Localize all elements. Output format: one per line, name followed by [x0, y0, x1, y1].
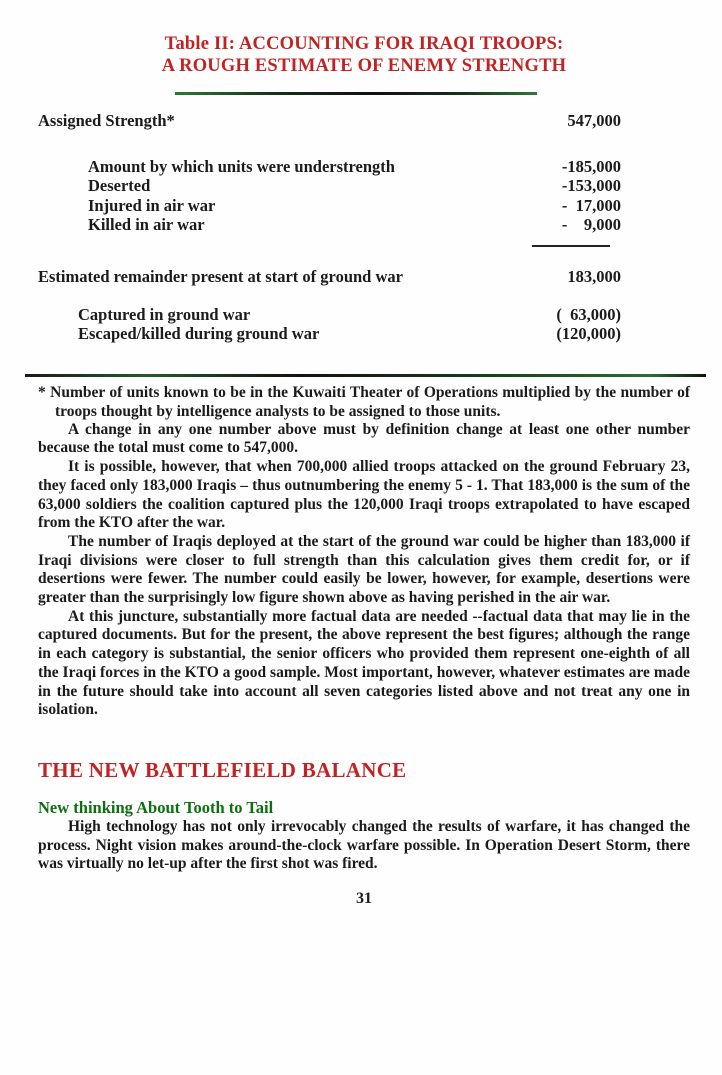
accounting-table	[38, 111, 690, 344]
row-value: 183,000	[567, 266, 621, 286]
footnote-text: Number of units known to be in the Kuwaiti Theater of Operations multiplied by the number of troops thought by intelligence analysts to be assigned to those units.	[50, 383, 690, 420]
row-value: -185,000	[561, 156, 621, 176]
sub-heading-tooth-to-tail: New thinking About Tooth to Tail	[38, 798, 274, 817]
row-label: Escaped/killed during ground war	[78, 324, 320, 344]
paragraph-change-rule: A change in any one number above must by definition change at least one other number because the total must come to 547,000.	[38, 420, 690, 457]
row-value: ( 63,000)	[556, 304, 621, 324]
row-value: - 17,000	[561, 195, 621, 215]
footnote-divider-rule	[25, 374, 706, 377]
table-row-injured-air-war	[38, 196, 690, 216]
row-label: Injured in air war	[88, 195, 216, 215]
ground-war-rows	[38, 305, 690, 344]
table-title	[38, 33, 690, 77]
row-label: Assigned Strength*	[38, 111, 175, 130]
table-row-killed-air-war	[38, 215, 690, 235]
title-divider-rule	[175, 92, 537, 95]
table-row-escaped-killed	[38, 324, 690, 344]
row-value: - 9,000	[561, 215, 621, 235]
subtotal-rule	[532, 245, 610, 247]
row-value: -153,000	[561, 176, 621, 196]
paragraph-factual-data: At this juncture, substantially more factual data are needed --factual data that may lie in the captured documents. But for the present, the above represent the best figures; although the range in each category is substantial, the senior officers who provided them represent one-eighth of all the Iraqi forces in the KTO a good sample. Most important, however, whatever estimates are made in the future should take into account all seven categories listed above and not treat any one in isolation.	[38, 607, 690, 719]
footnote	[38, 383, 690, 421]
row-value: (120,000)	[556, 324, 621, 344]
row-value: 547,000	[567, 111, 621, 130]
table-row-understrength	[38, 157, 690, 177]
paragraph-possible-183000: It is possible, however, that when 700,000 allied troops attacked on the ground February 23, they faced only 183,000 Iraqis – thus outnumbering the enemy 5 - 1. That 183,000 is the sum of the 63,000 soldiers the coalition captured plus the 120,000 Iraqi troops extrapolated to have escaped from the KTO after the war.	[38, 458, 690, 532]
table-row-estimated-remainder	[38, 267, 690, 287]
page-number: 31	[356, 890, 372, 908]
table-row-captured	[38, 305, 690, 325]
table-title-line2: A ROUGH ESTIMATE OF ENEMY STRENGTH	[161, 56, 567, 76]
table-row-deserted	[38, 176, 690, 196]
table-row-assigned-strength	[38, 111, 690, 131]
row-label: Captured in ground war	[78, 304, 251, 324]
section-heading-new-battlefield-balance: THE NEW BATTLEFIELD BALANCE	[38, 758, 407, 782]
paragraph-high-technology: High technology has not only irrevocably changed the results of warfare, it has changed the process. Night vision makes around-the-clock warfare possible. In Operation Desert Storm, there was virtually no let-up after the first shot was fired.	[38, 818, 690, 873]
row-label: Amount by which units were understrength	[88, 156, 395, 176]
paragraph-higher-or-lower: The number of Iraqis deployed at the start of the ground war could be higher than 183,000 if Iraqi divisions were closer to full strength than this calculation gives them credit for, or if desertions were fewer. The number could easily be lower, however, for example, desertions were greater than the surprisingly low figure shown above as having perished in the air war.	[38, 532, 690, 607]
table-title-line1: Table II: ACCOUNTING FOR IRAQI TROOPS:	[164, 34, 564, 54]
footnote-marker: *	[38, 383, 46, 401]
row-label: Estimated remainder present at start of ground war	[38, 266, 403, 286]
row-label: Killed in air war	[88, 215, 205, 235]
deduction-rows	[38, 157, 690, 235]
row-label: Deserted	[88, 176, 151, 196]
